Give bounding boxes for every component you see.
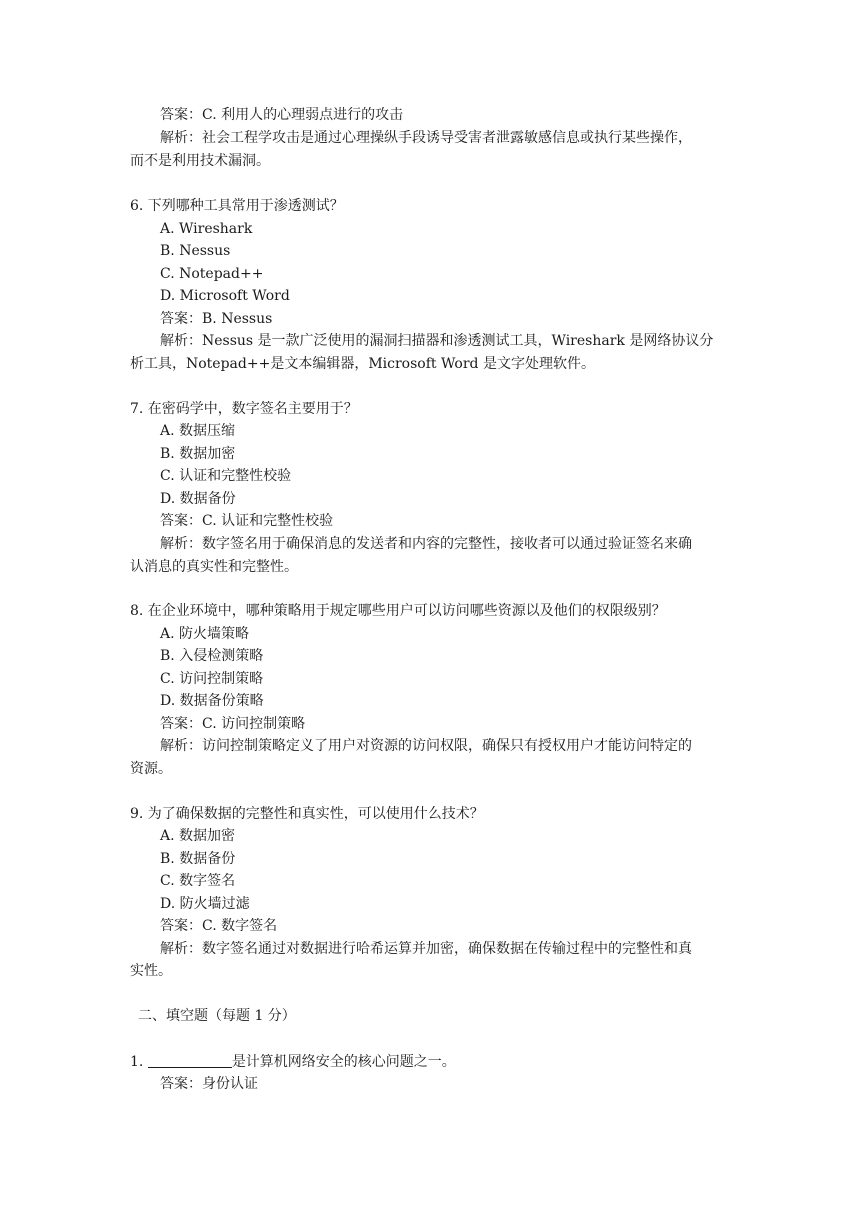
question-8-option-a: A. 防火墙策略	[160, 626, 250, 642]
question-9-option-c: C. 数字签名	[160, 873, 236, 889]
question-7-explanation-line2: 认消息的真实性和完整性。	[130, 559, 298, 575]
question-6-explanation-line2: 析工具，Notepad++是文本编辑器，Microsoft Word 是文字处理软件。	[130, 356, 595, 372]
answer-blank	[148, 1053, 232, 1068]
question-8-explanation-line1: 解析：访问控制策略定义了用户对资源的访问权限，确保只有授权用户才能访问特定的	[160, 738, 692, 754]
fill-question-1-number: 1.	[130, 1054, 148, 1070]
question-9-option-d: D. 防火墙过滤	[160, 896, 250, 912]
question-9-explanation-line2: 实性。	[130, 963, 172, 979]
fill-question-1-text: 是计算机网络安全的核心问题之一。	[231, 1054, 456, 1070]
question-8-option-d: D. 数据备份策略	[160, 693, 264, 709]
question-8-title: 8. 在企业环境中，哪种策略用于规定哪些用户可以访问哪些资源以及他们的权限级别？	[130, 603, 666, 619]
question-9-option-a: A. 数据加密	[160, 828, 236, 844]
question-9-explanation-line1: 解析：数字签名通过对数据进行哈希运算并加密，确保数据在传输过程中的完整性和真	[160, 941, 692, 957]
fill-question-1-answer: 答案：身份认证	[160, 1076, 258, 1092]
question-6-option-b: B. Nessus	[160, 243, 231, 259]
question-9-answer: 答案：C. 数字签名	[160, 918, 278, 934]
question-9-option-b: B. 数据备份	[160, 851, 236, 867]
question-7-answer: 答案：C. 认证和完整性校验	[160, 513, 334, 529]
question-6-option-d: D. Microsoft Word	[160, 288, 290, 304]
explanation-prev-line1: 解析：社会工程学攻击是通过心理操纵手段诱导受害者泄露敏感信息或执行某些操作，	[160, 130, 692, 146]
question-8-explanation-line2: 资源。	[130, 761, 172, 777]
question-6-option-a: A. Wireshark	[160, 221, 253, 237]
question-6-title: 6. 下列哪种工具常用于渗透测试？	[130, 198, 344, 214]
question-9-title: 9. 为了确保数据的完整性和真实性，可以使用什么技术？	[130, 806, 484, 822]
question-8-answer: 答案：C. 访问控制策略	[160, 716, 306, 732]
question-7-explanation-line1: 解析：数字签名用于确保消息的发送者和内容的完整性，接收者可以通过验证签名来确	[160, 536, 692, 552]
question-7-title: 7. 在密码学中，数字签名主要用于？	[130, 401, 358, 417]
question-8-option-b: B. 入侵检测策略	[160, 648, 264, 664]
answer-prev: 答案：C. 利用人的心理弱点进行的攻击	[160, 107, 404, 123]
question-6-explanation-line1: 解析：Nessus 是一款广泛使用的漏洞扫描器和渗透测试工具，Wireshark 是网络协议分	[160, 333, 714, 349]
question-7-option-a: A. 数据压缩	[160, 423, 236, 439]
question-8-option-c: C. 访问控制策略	[160, 671, 264, 687]
question-7-option-b: B. 数据加密	[160, 446, 236, 462]
fill-question-1	[130, 1052, 456, 1072]
explanation-prev-line2: 而不是利用技术漏洞。	[130, 153, 270, 169]
question-6-option-c: C. Notepad++	[160, 266, 264, 282]
question-6-answer: 答案：B. Nessus	[160, 311, 273, 327]
question-7-option-c: C. 认证和完整性校验	[160, 468, 292, 484]
section-heading-fill-in: 二、填空题（每题 1 分）	[138, 1008, 296, 1024]
question-7-option-d: D. 数据备份	[160, 491, 236, 507]
